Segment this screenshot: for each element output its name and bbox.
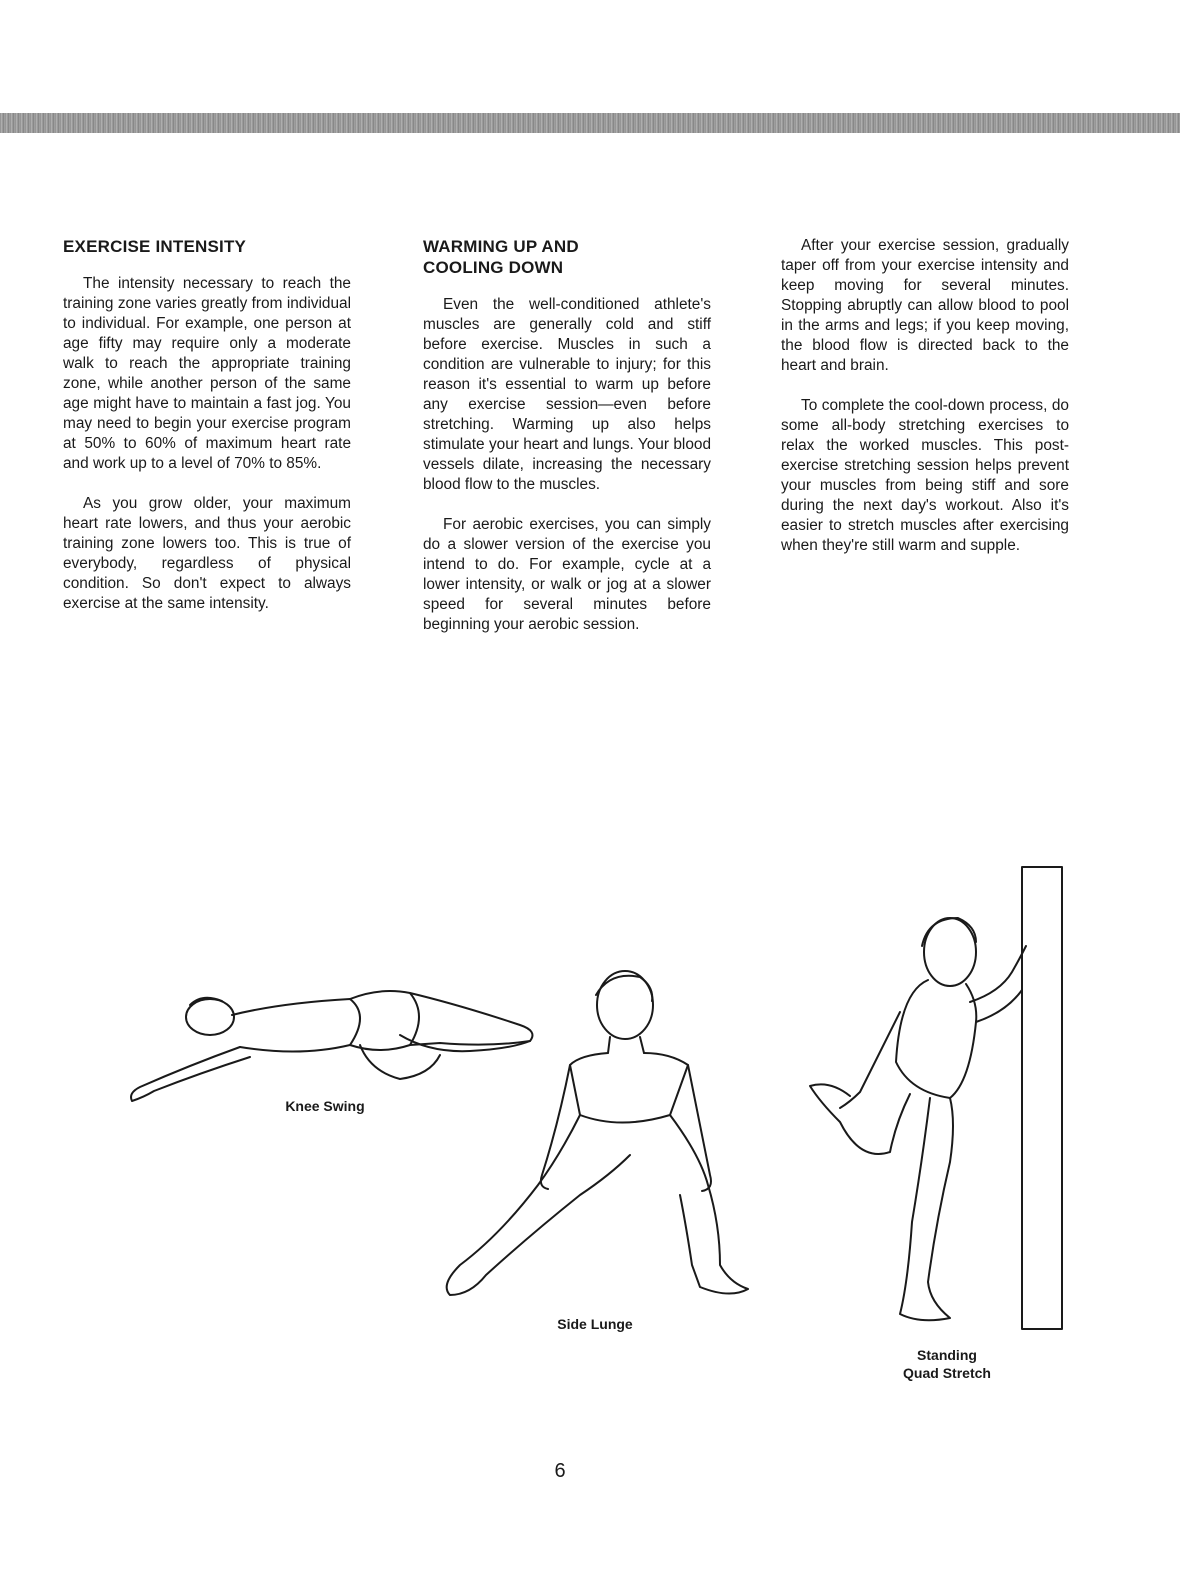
figure-head xyxy=(186,999,234,1035)
column-warming-up xyxy=(423,236,711,655)
heading-exercise-intensity: EXERCISE INTENSITY xyxy=(63,237,247,256)
figure-arm xyxy=(541,1065,570,1189)
figure-leg xyxy=(900,1098,953,1320)
figure-leg xyxy=(670,1115,748,1294)
figure-arm xyxy=(976,990,1022,1022)
heading-line: COOLING DOWN xyxy=(423,258,564,277)
figure-torso xyxy=(896,980,976,1098)
figure-torso xyxy=(570,1053,688,1123)
figure-arm xyxy=(131,1047,250,1101)
header-band xyxy=(0,113,1180,133)
paragraph: The intensity necessary to reach the training zone varies greatly from individual to individual. For example, one person at age fifty may require only a moderate walk to reach the appropriate training zone, while another person of the same age might have to maintain a fast jog. You may need to begin your exercise program at 50% to 60% of maximum heart rate and work up to a level of 70% to 85%. xyxy=(63,275,351,472)
caption-side-lunge: Side Lunge xyxy=(557,1316,633,1332)
caption-line: Standing xyxy=(917,1347,977,1363)
paragraph: After your exercise session, gradually taper off from your exercise intensity and keep moving for several minutes. Stopping abruptly can allow blood to pool in the arms and legs; if you keep moving, the blood flow is directed back to the heart and brain. xyxy=(781,237,1069,374)
paragraph: Even the well-conditioned athlete's muscles are generally cold and stiff before exercise. Muscles in such a condition are vulnerable to injury; for this reason it's essential to warm up before any exercise session—even before stretching. Warming up also helps stimulate your heart and lungs. Your blood vessels dilate, increasing the necessary blood flow to the muscles. xyxy=(423,296,711,493)
caption-quad-stretch xyxy=(892,1346,1002,1382)
figure-arm xyxy=(970,946,1026,1002)
paragraph: As you grow older, your maximum heart rate lowers, and thus your aerobic training zone lowers too. This is true of everybody, regardless of physical condition. So don't expect to always exercise at the same intensity. xyxy=(63,495,351,612)
quad-stretch-illustration xyxy=(800,862,1070,1337)
column-exercise-intensity xyxy=(63,236,351,634)
column-cool-down xyxy=(781,236,1069,576)
figure-arm xyxy=(688,1065,711,1191)
heading-line: WARMING UP AND xyxy=(423,237,579,256)
side-lunge-illustration xyxy=(430,965,750,1310)
figure-hair xyxy=(596,976,652,1001)
figure-arm xyxy=(840,1012,900,1108)
paragraph: To complete the cool-down process, do some all-body stretching exercises to relax the worked muscles. This post-exercise stretching session helps prevent your muscles from being stiff and sore during the next day's workout. Also it's easier to stretch muscles after exercising when they're still warm and supple. xyxy=(781,397,1069,554)
heading-warming-up xyxy=(423,236,711,278)
caption-knee-swing: Knee Swing xyxy=(285,1098,365,1114)
figure-hair xyxy=(922,918,976,946)
wall xyxy=(1022,867,1062,1329)
caption-line: Quad Stretch xyxy=(903,1365,991,1381)
figure-leg xyxy=(447,1115,630,1295)
page-number: 6 xyxy=(554,1460,566,1482)
paragraph: For aerobic exercises, you can simply do a slower version of the exercise you intend to do. For example, cycle at a lower intensity, or walk or jog at a slower speed for several minutes before beginning your aerobic session. xyxy=(423,516,711,633)
figure-leg xyxy=(810,1084,910,1154)
figure-torso xyxy=(232,999,360,1052)
